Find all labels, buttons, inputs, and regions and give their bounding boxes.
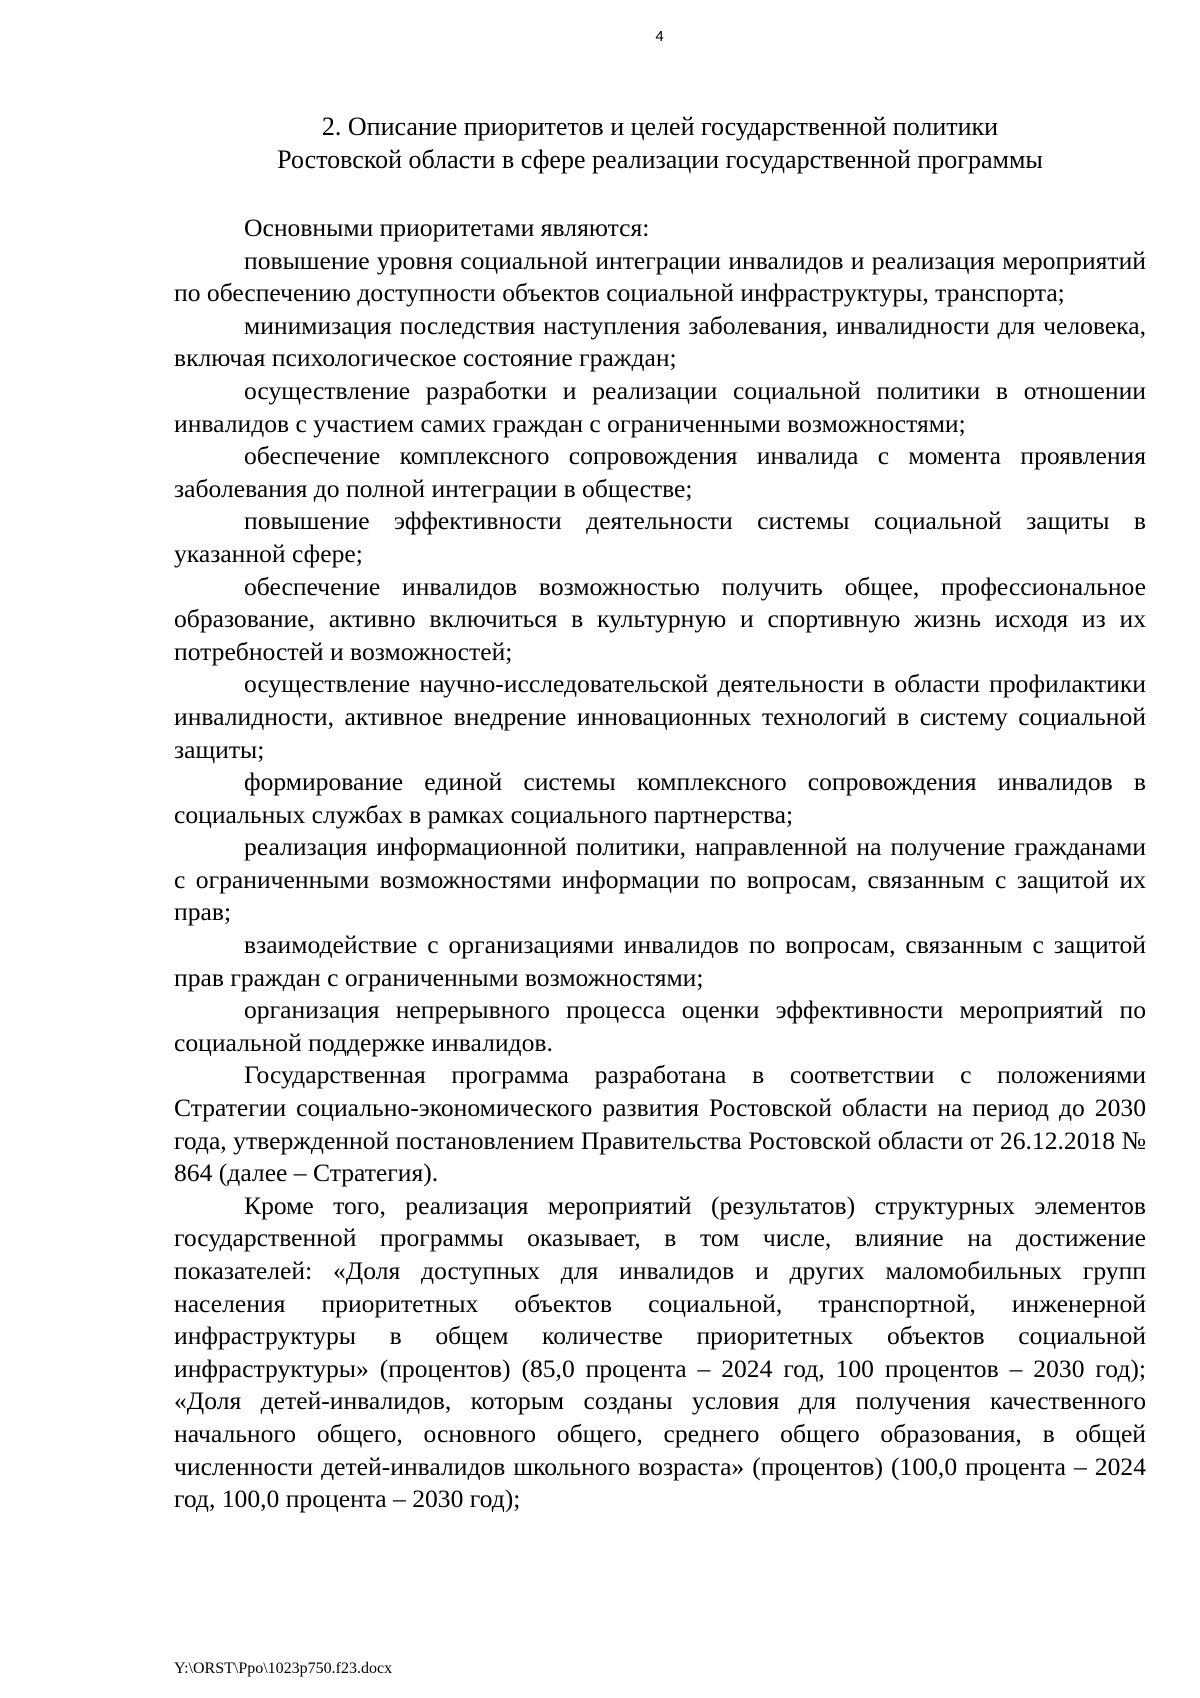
- paragraph: минимизация последствия наступления заболевания, инвалидности для человека, включая психологическое состояние граждан;: [174, 310, 1146, 373]
- paragraph: осуществление научно-исследовательской деятельности в области профилактики инвалидности, активное внедрение инновационных технологий в систему социальной защиты;: [174, 669, 1146, 764]
- paragraph: осуществление разработки и реализации социальной политики в отношении инвалидов с участием самих граждан с ограниченными возможностями;: [174, 375, 1146, 438]
- section-heading-line-1: 2. Описание приоритетов и целей государственной политики: [321, 112, 999, 141]
- section-heading-line-2: Ростовской области в сфере реализации государственной программы: [277, 145, 1043, 174]
- paragraph: реализация информационной политики, направленной на получение гражданами с ограниченными возможностями информации по вопросам, связанным с защитой их прав;: [174, 832, 1146, 927]
- paragraph: повышение уровня социальной интеграции инвалидов и реализация мероприятий по обеспечению доступности объектов социальной инфраструктуры, транспорта;: [174, 245, 1146, 308]
- document-body: [174, 212, 1146, 1516]
- paragraph: Кроме того, реализация мероприятий (результатов) структурных элементов государственной программы оказывает, в том числе, влияние на достижение показателей: «Доля доступных для инвалидов и других маломобильных групп населения приоритетных объектов социальной, транспортной, инженерной инфраструктуры в общем количестве приоритетных объектов социальной инфраструктуры» (процентов) (85,0 процента – 2024 год, 100 процентов – 2030 год); «Доля детей-инвалидов, которым созданы условия для получения качественного начального общего, основного общего, среднего общего образования, в общей численности детей-инвалидов школьного возраста» (процентов) (100,0 процента – 2024 год, 100,0 процента – 2030 год);: [174, 1190, 1146, 1514]
- paragraph: Основными приоритетами являются:: [244, 213, 650, 242]
- paragraph: формирование единой системы комплексного сопровождения инвалидов в социальных службах в рамках социального партнерства;: [174, 767, 1146, 829]
- section-heading: [174, 110, 1146, 176]
- page-number: 4: [655, 28, 664, 45]
- paragraph: Государственная программа разработана в соответствии с положениями Стратегии социально-экономического развития Ростовской области на период до 2030 года, утвержденной постановлением Правительства Ростовской области от 26.12.2018 № 864 (далее – Стратегия).: [174, 1060, 1146, 1188]
- paragraph: повышение эффективности деятельности системы социальной защиты в указанной сфере;: [174, 506, 1146, 568]
- paragraph: обеспечение комплексного сопровождения инвалида с момента проявления заболевания до полной интеграции в обществе;: [174, 441, 1146, 503]
- file-path-footer: Y:\ORST\Ppo\1023p750.f23.docx: [174, 1660, 393, 1677]
- paragraph: организация непрерывного процесса оценки эффективности мероприятий по социальной поддержке инвалидов.: [174, 995, 1146, 1057]
- paragraph: обеспечение инвалидов возможностью получить общее, профессиональное образование, активно включиться в культурную и спортивную жизнь исходя из их потребностей и возможностей;: [174, 571, 1146, 666]
- paragraph: взаимодействие с организациями инвалидов по вопросам, связанным с защитой прав граждан с ограниченными возможностями;: [174, 930, 1146, 992]
